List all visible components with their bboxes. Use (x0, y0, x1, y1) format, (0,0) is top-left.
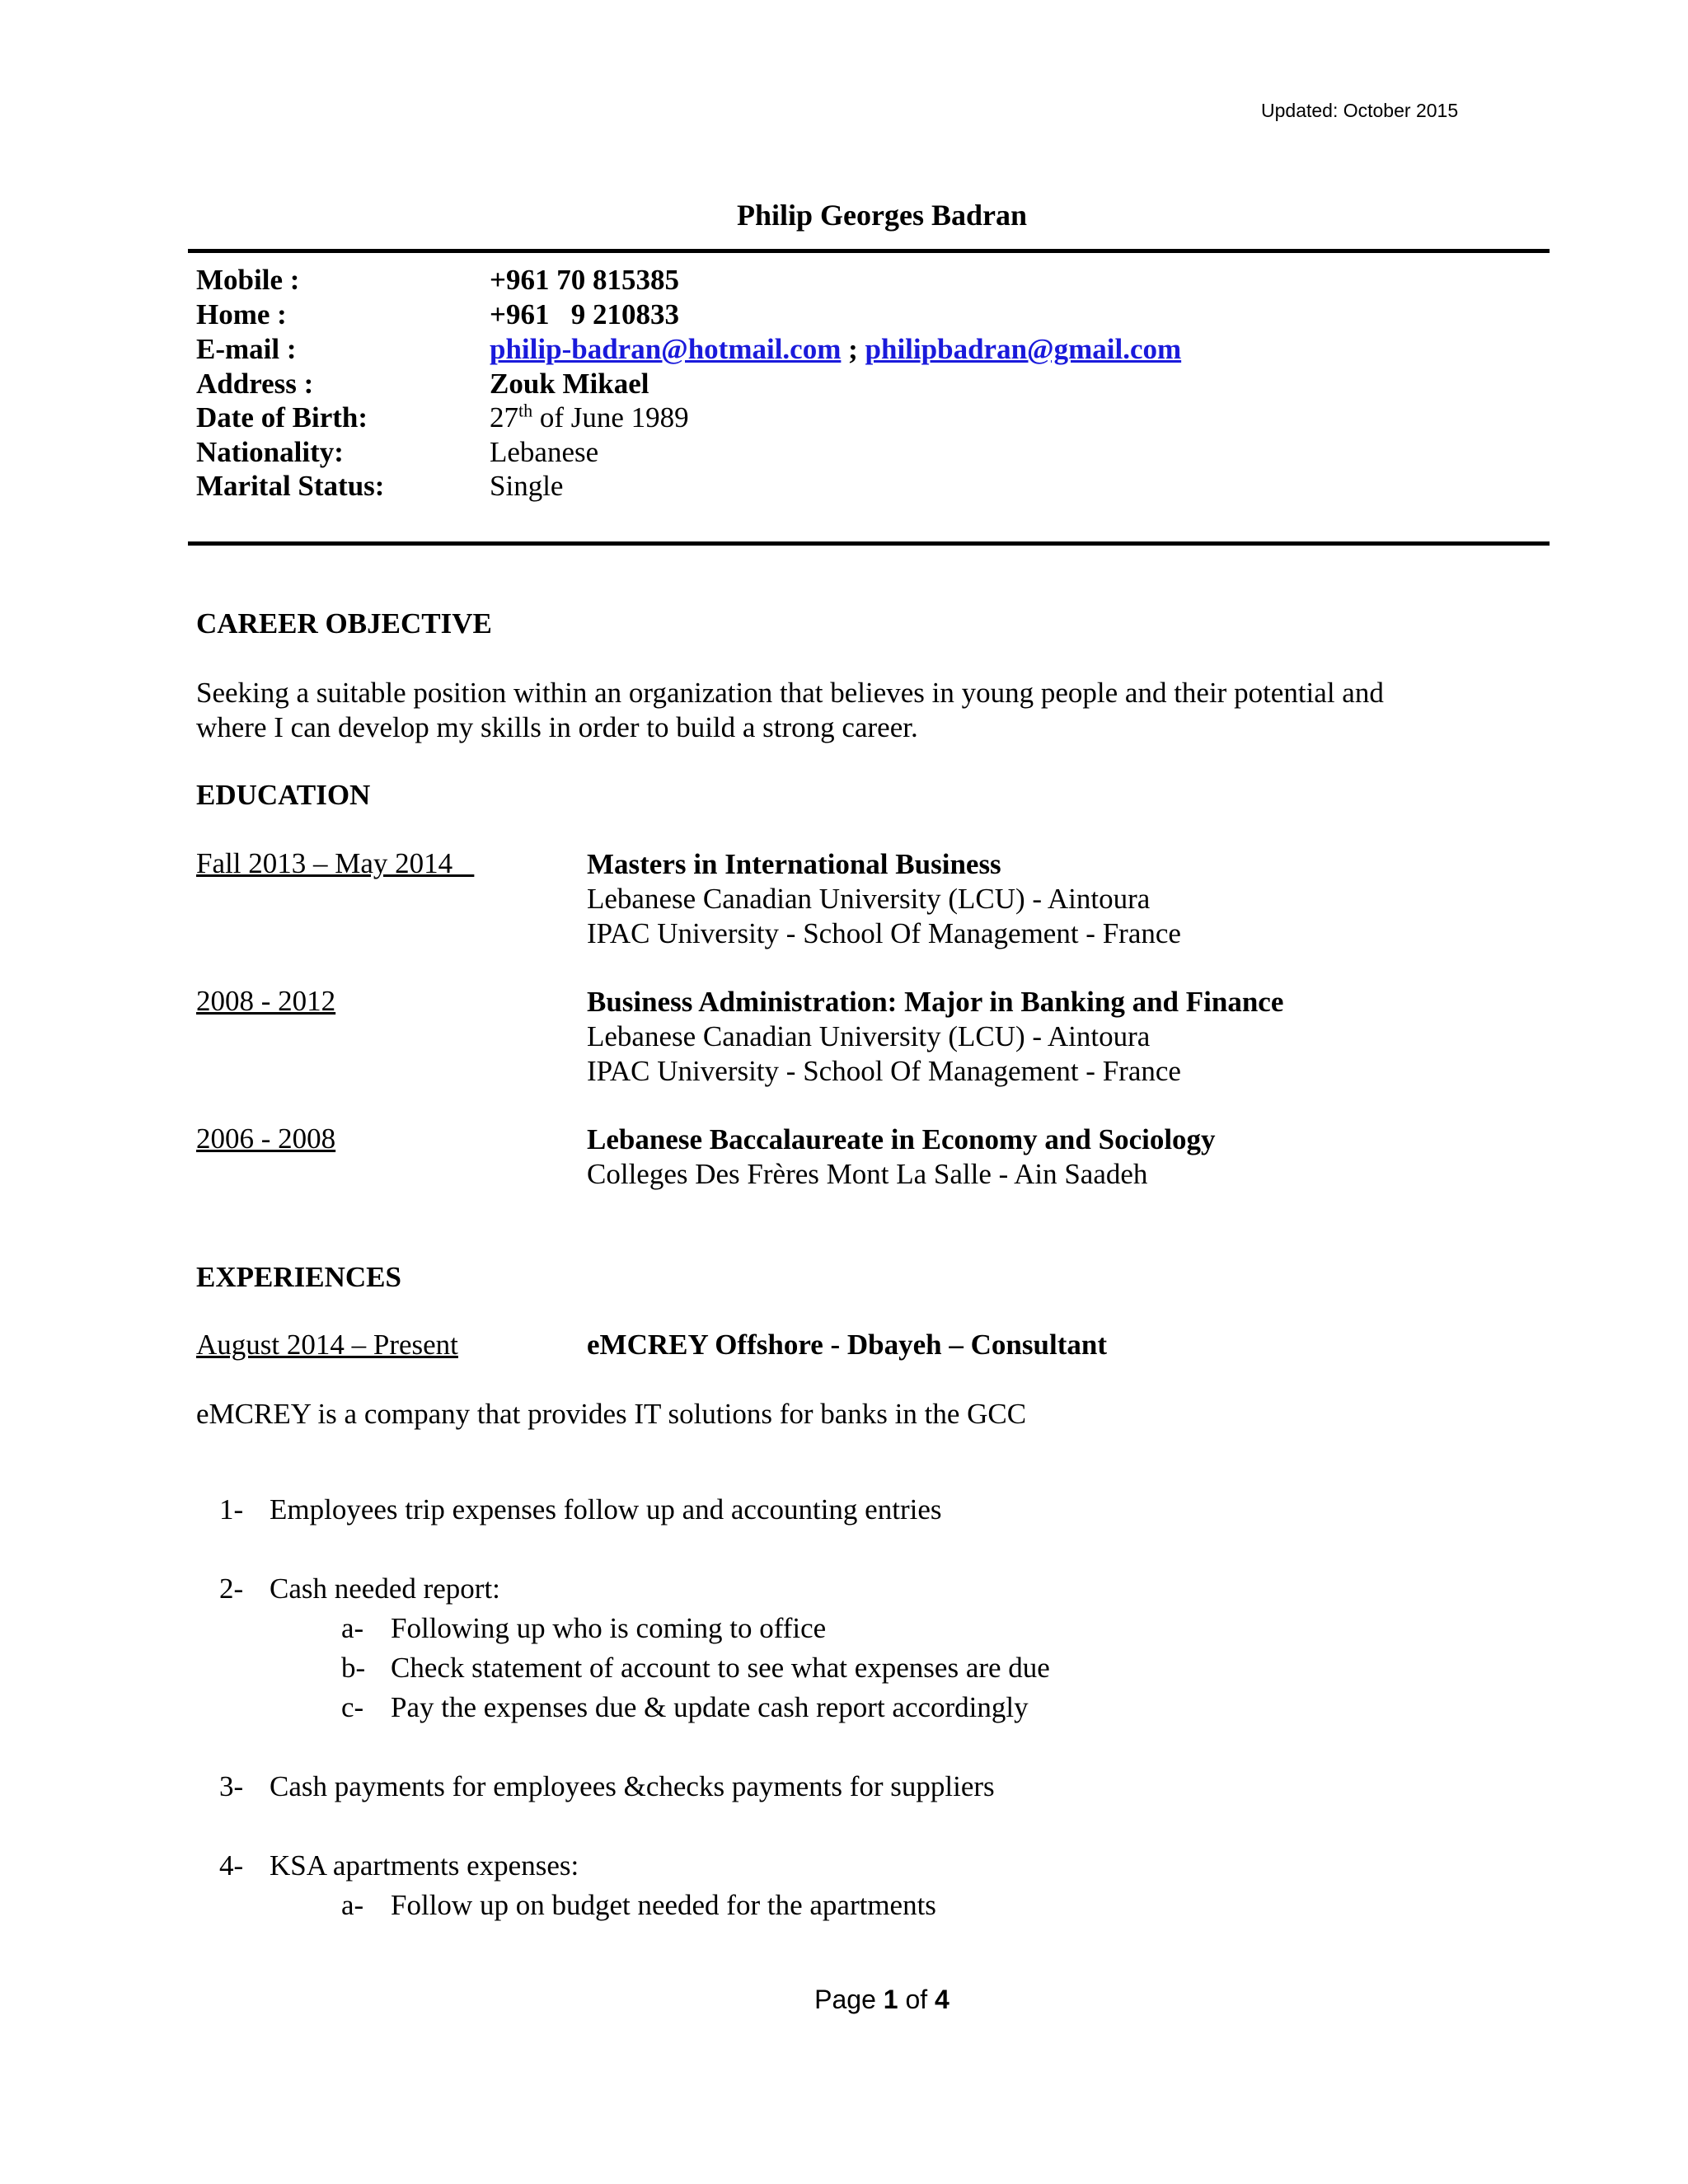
career-objective-text (196, 676, 1548, 745)
sub-item-number: b- (341, 1652, 366, 1684)
education-degree-2: Business Administration: Major in Banking and Finance (587, 986, 1284, 1018)
updated-date: Updated: October 2015 (1261, 100, 1459, 121)
marital-value: Single (490, 470, 564, 502)
sub-item-number: a- (341, 1612, 364, 1644)
dob-rest: of June 1989 (532, 401, 689, 434)
education-entry-2 (587, 985, 1283, 1089)
experience-description: eMCREY is a company that provides IT solutions for banks in the GCC (196, 1398, 1027, 1430)
list-item-number: 2- (219, 1572, 244, 1605)
candidate-name: Philip Georges Badran (736, 199, 1028, 232)
nationality-value: Lebanese (490, 436, 599, 468)
page-total: 4 (935, 1985, 950, 2014)
sub-item: Pay the expenses due & update cash report accordingly (391, 1691, 1029, 1723)
experience-date: August 2014 – Present (196, 1329, 458, 1361)
education-date-2: 2008 - 2012 (196, 985, 336, 1017)
objective-line-2: where I can develop my skills in order to build a strong career. (196, 711, 918, 743)
sub-item: Check statement of account to see what expenses are due (391, 1652, 1050, 1684)
dob-label: Date of Birth: (196, 401, 368, 434)
dob-day: 27 (490, 401, 518, 434)
mobile-value: +961 70 815385 (490, 264, 679, 296)
education-date-3: 2006 - 2008 (196, 1122, 336, 1155)
list-item-number: 4- (219, 1849, 244, 1882)
page-word: Page (814, 1985, 884, 2014)
education-school-1b: IPAC University - School Of Management - France (587, 917, 1181, 949)
top-divider (188, 249, 1550, 253)
objective-line-1: Seeking a suitable position within an organization that believes in young people and their potential and (196, 677, 1384, 709)
education-school-1a: Lebanese Canadian University (LCU) - Aintoura (587, 883, 1151, 915)
page-of: of (898, 1985, 935, 2014)
nationality-label: Nationality: (196, 436, 344, 468)
dob-suffix: th (518, 400, 533, 421)
list-item: KSA apartments expenses: (270, 1849, 579, 1882)
email-link-hotmail[interactable]: philip-badran@hotmail.com (490, 333, 842, 365)
education-school-2a: Lebanese Canadian University (LCU) - Aintoura (587, 1020, 1151, 1052)
sub-item: Follow up on budget needed for the apartments (391, 1889, 936, 1921)
career-objective-heading: CAREER OBJECTIVE (196, 607, 492, 640)
home-value: +961 9 210833 (490, 298, 679, 330)
address-label: Address : (196, 368, 314, 400)
experience-title: eMCREY Offshore - Dbayeh – Consultant (587, 1329, 1107, 1361)
list-item-number: 1- (219, 1493, 244, 1526)
sub-item-number: a- (341, 1889, 364, 1921)
email-separator: ; (841, 333, 865, 365)
dob-value (490, 401, 689, 435)
sub-item-number: c- (341, 1691, 364, 1723)
email-label: E-mail : (196, 333, 297, 365)
home-label: Home : (196, 298, 287, 330)
sub-item: Following up who is coming to office (391, 1612, 827, 1644)
education-entry-1 (587, 847, 1181, 951)
list-item: Employees trip expenses follow up and accounting entries (270, 1493, 942, 1526)
address-value: Zouk Mikael (490, 368, 649, 400)
experiences-heading: EXPERIENCES (196, 1261, 401, 1293)
mobile-label: Mobile : (196, 264, 300, 296)
page-current: 1 (883, 1985, 898, 2014)
marital-label: Marital Status: (196, 470, 385, 502)
education-heading: EDUCATION (196, 779, 371, 811)
education-school-2b: IPAC University - School Of Management - France (587, 1055, 1181, 1087)
page-number (0, 1985, 1688, 2015)
education-entry-3 (587, 1122, 1216, 1192)
email-link-gmail[interactable]: philipbadran@gmail.com (865, 333, 1182, 365)
education-degree-3: Lebanese Baccalaureate in Economy and Sociology (587, 1123, 1216, 1155)
list-item: Cash payments for employees &checks payments for suppliers (270, 1770, 995, 1802)
list-item-number: 3- (219, 1770, 244, 1802)
education-date-1: Fall 2013 – May 2014 (196, 847, 475, 879)
list-item: Cash needed report: (270, 1572, 500, 1605)
email-values (490, 332, 1181, 367)
education-school-3a: Colleges Des Frères Mont La Salle - Ain Saadeh (587, 1158, 1148, 1190)
contact-divider (188, 541, 1550, 546)
education-degree-1: Masters in International Business (587, 848, 1001, 880)
